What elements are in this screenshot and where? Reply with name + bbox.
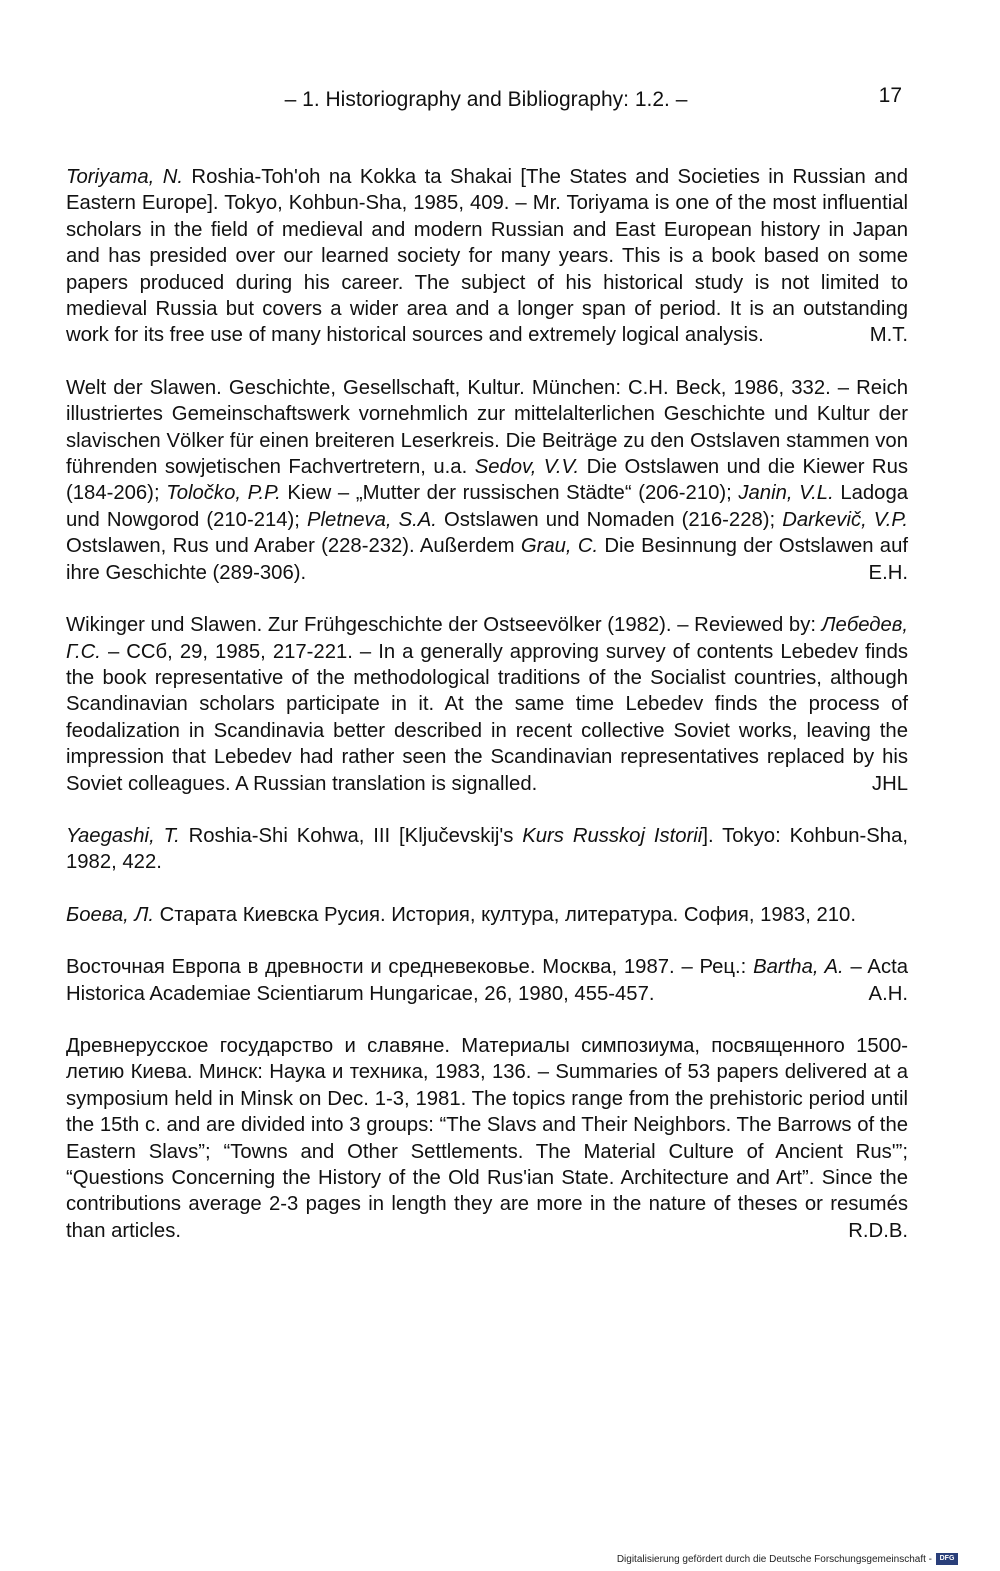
entry-italic-text: Kurs Russkoj Istorii: [522, 824, 703, 847]
entry-text: Ostslawen, Rus und Araber (228-232). Außerdem: [66, 535, 521, 558]
bibliography-entry: [66, 823, 908, 876]
bibliography-entry: [66, 954, 908, 1007]
bibliography-entries: [66, 164, 908, 1270]
bibliography-entry: [66, 612, 908, 797]
entry-italic-text: Лебедев, Г.С.: [66, 614, 908, 663]
reviewer-initials: R.D.B.: [848, 1219, 908, 1242]
bibliography-entry: [66, 375, 908, 586]
entry-text: – ССб, 29, 1985, 217-221. – In a generally approving survey of contents Lebedev finds the book representative of the methodological traditions of the Socialist countries, although Scandinavian scholars participate in it. At the same time Lebedev finds the process of feodalization in Scandinavia better described in recent collective Soviet works, leaving the impression that Lebedev had rather seen the Scandinavian representatives replaced by his Soviet colleagues. A Russian translation is signalled.: [66, 640, 908, 795]
entry-italic-text: Toločko, P.P.: [166, 482, 281, 505]
reviewer-initials: A.H.: [868, 982, 908, 1005]
entry-italic-text: Боева, Л.: [66, 903, 154, 926]
entry-text: Die Ostslawen und die Kiewer Rus (184-206);: [66, 456, 908, 505]
entry-italic-text: Janin, V.L.: [738, 482, 834, 505]
bibliography-entry: [66, 902, 908, 928]
reviewer-initials: M.T.: [869, 324, 908, 347]
entry-text: Welt der Slawen. Geschichte, Gesellschaft, Kultur. München: C.H. Beck, 1986, 332. – Reich illustriertes Gemeinschaftswerk vornehmlich zur mittelalterlichen Geschichte und Kultur der slavischen Völker für einen breiteren Leserkreis. Die Beiträge zu den Ostslaven stammen von führenden sowjetischen Fachvertretern, u.a.: [66, 376, 908, 479]
digitization-credit: [617, 1553, 958, 1565]
digitization-credit-text: Digitalisierung gefördert durch die Deutsche Forschungsgemeinschaft -: [616, 1553, 932, 1565]
entry-italic-text: Bartha, A.: [753, 956, 844, 979]
page-number: 17: [878, 84, 902, 107]
entry-text: ]. Tokyo: Kohbun-Sha, 1982, 422.: [66, 824, 908, 874]
entry-text: Старата Киевска Русия. История, култура, литература. София, 1983, 210.: [154, 903, 856, 926]
header-title: – 1. Historiography and Bibliography: 1.2. –: [284, 88, 688, 111]
entry-text: Древнерусское государство и славяне. Материалы симпозиума, посвященного 1500-летию Киева. Минск: Наука и техника, 1983, 136. – Summaries of 53 papers delivered at a symposium held in Minsk on Dec. 1-3, 1981. The topics range from the prehistoric period until the 15th c. and are divided into 3 groups: “The Slavs and Their Neighbors. The Barrows of the Eastern Slavs”; “Towns and Other Settlements. The Material Culture of Ancient Rus'”; “Questions Concerning the History of the Old Rus'ian State. Architecture and Art”. Since the contributions average 2-3 pages in length they are more in the nature of theses or resumés than articles.: [66, 1034, 908, 1242]
entry-text: Ladoga und Nowgorod (210-214);: [66, 482, 909, 531]
running-header: [66, 84, 906, 118]
entry-text: – Acta Historica Academiae Scientiarum Hungaricae, 26, 1980, 455-457.: [66, 956, 908, 1005]
entry-italic-text: Darkevič, V.P.: [782, 508, 908, 531]
reviewer-initials: JHL: [871, 772, 908, 795]
entry-text: Wikinger und Slawen. Zur Frühgeschichte der Ostseevölker (1982). – Reviewed by:: [66, 614, 822, 637]
bibliography-entry: [66, 1033, 908, 1244]
entry-italic-text: Grau, C.: [520, 535, 599, 558]
reviewer-initials: E.H.: [868, 561, 908, 584]
entry-text: Восточная Европа в древности и средневековье. Москва, 1987. – Рец.:: [66, 956, 754, 979]
entry-italic-text: Toriyama, N.: [66, 166, 183, 188]
entry-text: Roshia-Shi Kohwa, III [Ključevskij's: [179, 824, 523, 847]
entry-text: Kiew – „Mutter der russischen Städte“ (206-210);: [280, 482, 739, 505]
dfg-logo-icon: DFG: [936, 1553, 958, 1565]
entry-italic-text: Yaegashi, T.: [66, 824, 180, 847]
bibliography-entry: [66, 164, 908, 349]
entry-text: Die Besinnung der Ostslawen auf ihre Geschichte (289-306).: [66, 535, 908, 584]
entry-italic-text: Sedov, V.V.: [474, 456, 580, 479]
entry-text: Ostslawen und Nomaden (216-228);: [436, 508, 783, 531]
entry-italic-text: Pletneva, S.A.: [307, 508, 437, 531]
entry-text: Roshia-Toh'oh na Kokka ta Shakai [The States and Societies in Russian and Eastern Europe]. Tokyo, Kohbun-Sha, 1985, 409. – Mr. Toriyama is one of the most influential scholars in the field of medieval and modern Russian and East European history in Japan and has presided over our learned society for many years. This is a book based on some papers produced during his career. The subject of his historical study is not limited to medieval Russia but covers a wider area and a longer span of period. It is an outstanding work for its free use of many historical sources and extremely logical analysis.: [66, 166, 908, 347]
